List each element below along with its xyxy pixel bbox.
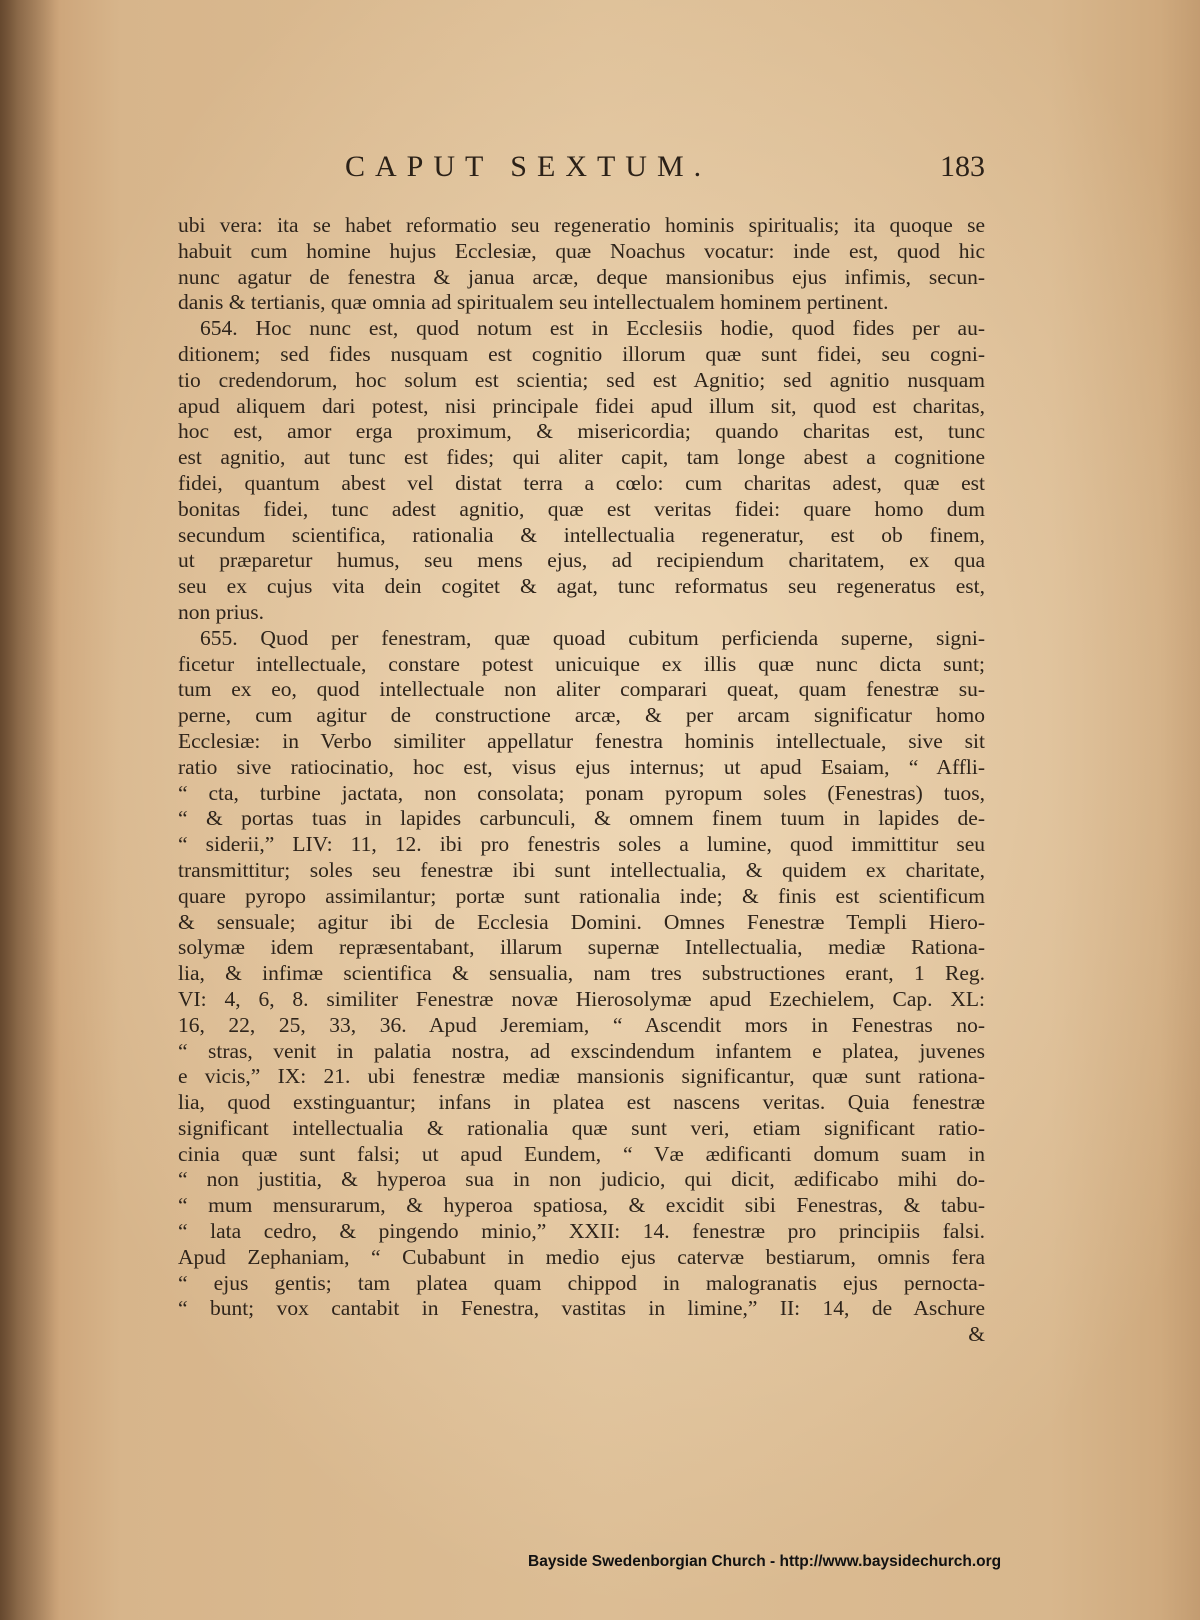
text-line: hoc est, amor erga proximum, & misericordia; quando charitas est, tunc bbox=[178, 419, 985, 444]
text-line: bonitas fidei, tunc adest agnitio, quæ est veritas fidei: quare homo dum bbox=[178, 496, 985, 521]
text-line: fidei, quantum abest vel distat terra a cœlo: cum charitas adest, quæ est bbox=[178, 470, 985, 495]
text-line: “ cta, turbine jactata, non consolata; ponam pyropum soles (Fenestras) tuos, bbox=[178, 780, 985, 805]
text-line: solymæ idem repræsentabant, illarum supernæ Intellectualia, mediæ Rationa- bbox=[178, 935, 985, 960]
body-text bbox=[178, 213, 985, 1348]
text-line: non prius. bbox=[178, 599, 264, 624]
text-line: “ bunt; vox cantabit in Fenestra, vastitas in limine,” II: 14, de Aschure bbox=[178, 1296, 985, 1321]
text-line: & sensuale; agitur ibi de Ecclesia Domini. Omnes Fenestræ Templi Hiero- bbox=[178, 909, 985, 934]
text-line: tum ex eo, quod intellectuale non aliter comparari queat, quam fenestræ su- bbox=[178, 677, 985, 702]
text-line: 655. Quod per fenestram, quæ quoad cubitum perficienda superne, signi- bbox=[200, 625, 985, 650]
text-line: & bbox=[968, 1322, 985, 1347]
text-line: ratio sive ratiocinatio, hoc est, visus ejus internus; ut apud Esaiam, “ Affli- bbox=[178, 754, 985, 779]
text-line: secundum scientifica, rationalia & intellectualia regeneratur, est ob finem, bbox=[178, 522, 985, 547]
text-line: quare pyropo assimilantur; portæ sunt rationalia inde; & finis est scientificum bbox=[178, 883, 985, 908]
text-line: “ siderii,” LIV: 11, 12. ibi pro fenestris soles a lumine, quod immittitur seu bbox=[178, 832, 985, 857]
text-line: 16, 22, 25, 33, 36. Apud Jeremiam, “ Ascendit mors in Fenestras no- bbox=[178, 1012, 985, 1037]
text-line: “ stras, venit in palatia nostra, ad exscindendum infantem e platea, juvenes bbox=[178, 1038, 985, 1063]
text-line: habuit cum homine hujus Ecclesiæ, quæ Noachus vocatur: inde est, quod hic bbox=[178, 238, 985, 263]
text-line: est agnitio, aut tunc est fides; qui aliter capit, tam longe abest a cognitione bbox=[178, 445, 985, 470]
text-line: significant intellectualia & rationalia quæ sunt veri, etiam significant ratio- bbox=[178, 1115, 985, 1140]
text-line: ut præparetur humus, seu mens ejus, ad recipiendum charitatem, ex qua bbox=[178, 548, 985, 573]
text-line: “ lata cedro, & pingendo minio,” XXII: 14. fenestræ pro principiis falsi. bbox=[178, 1219, 985, 1244]
text-line: “ & portas tuas in lapides carbunculi, & omnem finem tuum in lapides de- bbox=[178, 806, 985, 831]
text-line: lia, & infimæ scientifica & sensualia, nam tres substructiones erant, 1 Reg. bbox=[178, 961, 985, 986]
text-line: Ecclesiæ: in Verbo similiter appellatur fenestra hominis intellectuale, sive sit bbox=[178, 728, 985, 753]
text-line: ditionem; sed fides nusquam est cognitio illorum quæ sunt fidei, seu cogni- bbox=[178, 341, 985, 366]
text-line: “ mum mensurarum, & hyperoa spatiosa, & excidit sibi Fenestras, & tabu- bbox=[178, 1193, 985, 1218]
text-line: apud aliquem dari potest, nisi principale fidei apud illum sit, quod est charitas, bbox=[178, 393, 985, 418]
text-line: ubi vera: ita se habet reformatio seu regeneratio hominis spiritualis; ita quoque se bbox=[178, 213, 985, 237]
text-line: 654. Hoc nunc est, quod notum est in Ecclesiis hodie, quod fides per au- bbox=[200, 316, 985, 341]
text-line: “ non justitia, & hyperoa sua in non judicio, qui dicit, ædificabo mihi do- bbox=[178, 1167, 985, 1192]
text-line: tio credendorum, hoc solum est scientia; sed est Agnitio; sed agnitio nusquam bbox=[178, 367, 985, 392]
text-line: e vicis,” IX: 21. ubi fenestræ mediæ mansionis significantur, quæ sunt rationa- bbox=[178, 1064, 985, 1089]
text-line: seu ex cujus vita dein cogitet & agat, tunc reformatus seu regeneratus est, bbox=[178, 574, 985, 599]
running-header bbox=[175, 150, 985, 198]
text-line: cinia quæ sunt falsi; ut apud Eundem, “ Væ ædificanti domum suam in bbox=[178, 1141, 985, 1166]
text-line: lia, quod exstinguantur; infans in platea est nascens veritas. Quia fenestræ bbox=[178, 1090, 985, 1115]
text-line: “ ejus gentis; tam platea quam chippod in malogranatis ejus pernocta- bbox=[178, 1270, 985, 1295]
text-line: Apud Zephaniam, “ Cubabunt in medio ejus catervæ bestiarum, omnis fera bbox=[178, 1244, 985, 1269]
chapter-title: CAPUT SEXTUM. bbox=[345, 150, 712, 183]
text-line: transmittitur; soles seu fenestræ ibi sunt intellectualia, & quidem ex charitate, bbox=[178, 857, 985, 882]
text-line: nunc agatur de fenestra & janua arcæ, deque mansionibus ejus infimis, secun- bbox=[178, 264, 985, 289]
page-spine-shadow bbox=[0, 0, 60, 1620]
text-line: ficetur intellectuale, constare potest unicuique ex illis quæ nunc dicta sunt; bbox=[178, 651, 985, 676]
watermark-footer: Bayside Swedenborgian Church - http://www.baysidechurch.org bbox=[528, 1553, 1002, 1570]
page-number: 183 bbox=[940, 150, 985, 183]
text-line: perne, cum agitur de constructione arcæ, & per arcam significatur homo bbox=[178, 703, 985, 728]
text-line: VI: 4, 6, 8. similiter Fenestræ novæ Hierosolymæ apud Ezechielem, Cap. XL: bbox=[178, 986, 985, 1011]
text-line: danis & tertianis, quæ omnia ad spiritualem seu intellectualem hominem pertinent. bbox=[178, 290, 889, 315]
